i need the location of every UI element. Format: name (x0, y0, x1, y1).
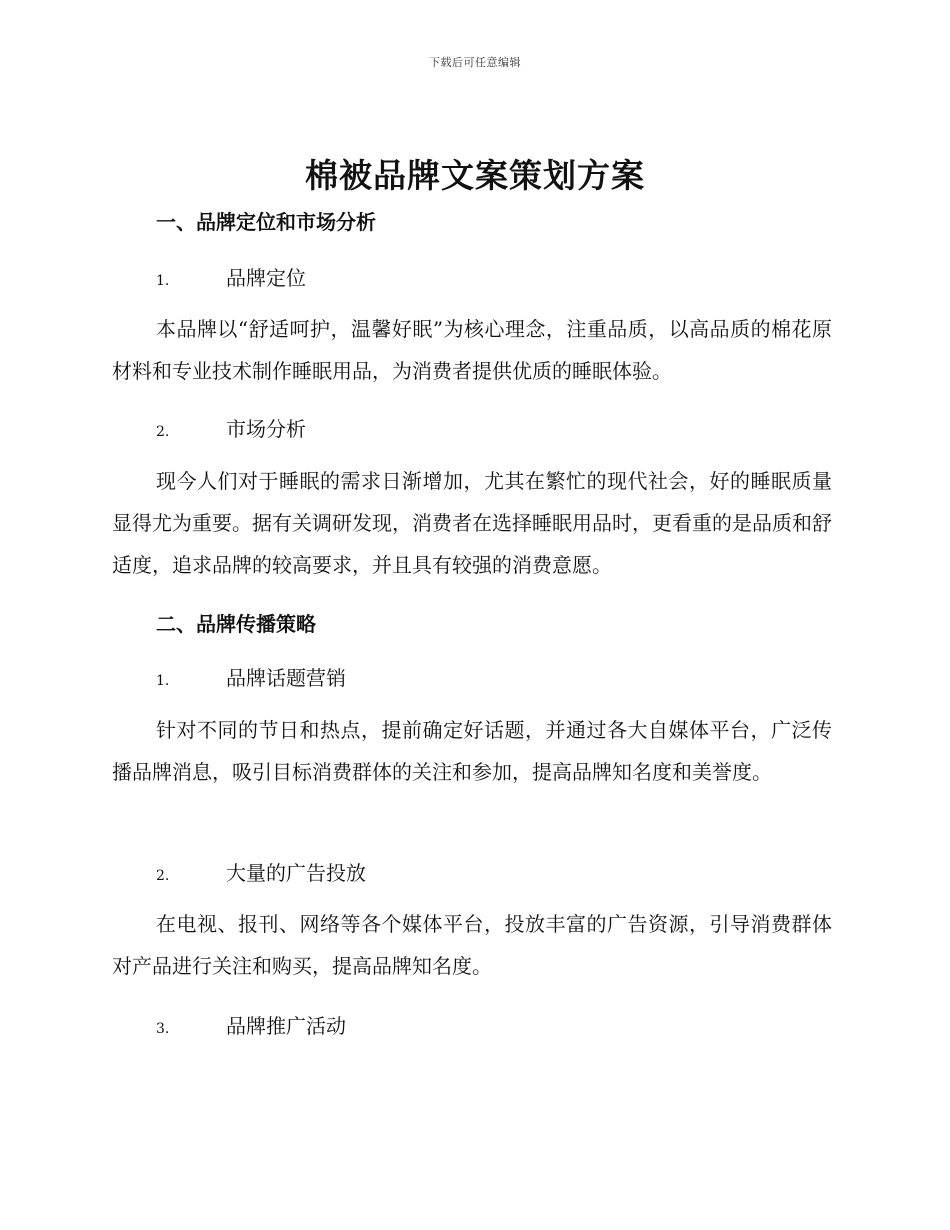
section-heading: 二、品牌传播策略 (156, 612, 316, 636)
document-title: 棉被品牌文案策划方案 (305, 156, 645, 195)
subsection-heading (156, 857, 366, 886)
subsection-heading (156, 1010, 346, 1039)
subsection-number: 2. (156, 868, 170, 884)
subsection-number: 1. (156, 273, 170, 289)
subsection-title: 品牌话题营销 (226, 666, 346, 690)
subsection-title: 品牌推广活动 (226, 1014, 346, 1038)
subsection-heading (156, 262, 306, 291)
page-header-note: 下载后可任意编辑 (429, 56, 521, 69)
subsection-number: 3. (156, 1021, 170, 1037)
subsection-title: 品牌定位 (226, 266, 306, 290)
paragraph: 针对不同的节日和热点，提前确定好话题，并通过各大自媒体平台，广泛传播品牌消息，吸引目标消费群体的关注和参加，提高品牌知名度和美誉度。 (112, 718, 832, 784)
paragraph: 在电视、报刊、网络等各个媒体平台，投放丰富的广告资源，引导消费群体对产品进行关注和购买，提高品牌知名度。 (112, 912, 832, 978)
subsection-number: 1. (156, 673, 170, 689)
paragraph: 本品牌以“舒适呵护，温馨好眠”为核心理念，注重品质，以高品质的棉花原材料和专业技术制作睡眠用品，为消费者提供优质的睡眠体验。 (112, 317, 832, 383)
subsection-title: 市场分析 (226, 417, 306, 441)
section-heading: 一、品牌定位和市场分析 (156, 210, 376, 234)
paragraph: 现今人们对于睡眠的需求日渐增加，尤其在繁忙的现代社会，好的睡眠质量显得尤为重要。据有关调研发现，消费者在选择睡眠用品时，更看重的是品质和舒适度，追求品牌的较高要求，并且具有较强的消费意愿。 (112, 469, 832, 577)
subsection-title: 大量的广告投放 (226, 861, 366, 885)
subsection-number: 2. (156, 424, 170, 440)
subsection-heading (156, 662, 346, 691)
subsection-heading (156, 413, 306, 442)
